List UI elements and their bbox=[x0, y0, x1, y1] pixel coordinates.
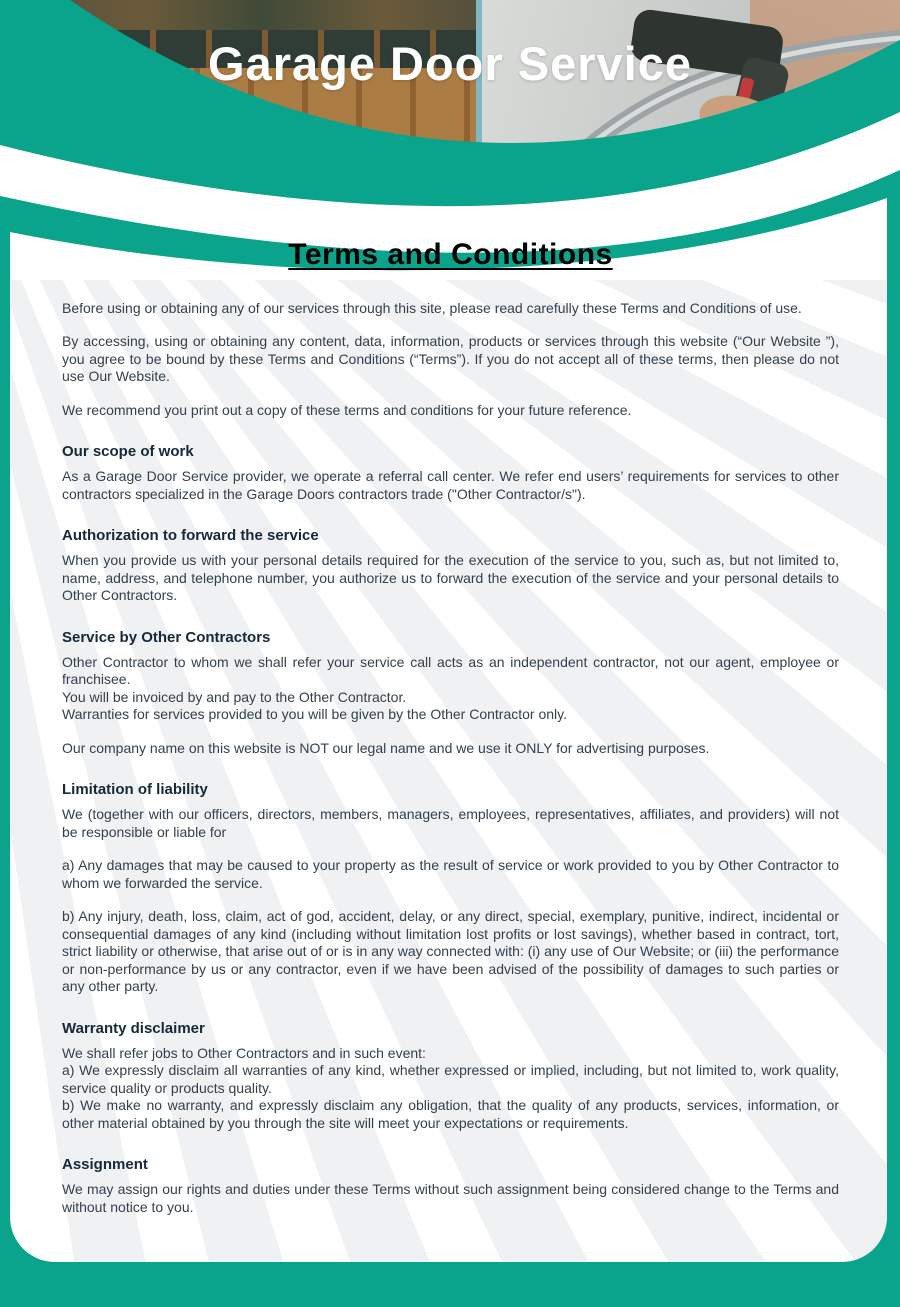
site-title: Garage Door Service bbox=[208, 37, 692, 90]
section-warranty-disclaimer bbox=[62, 1020, 839, 1133]
paragraph: We (together with our officers, directors, members, managers, employees, representatives, affiliates, and providers) will not be responsible or liable for bbox=[62, 806, 839, 840]
section-title: Our scope of work bbox=[62, 443, 194, 460]
section-authorization bbox=[62, 527, 839, 605]
paragraph: Before using or obtaining any of our services through this site, please read carefully these Terms and Conditions of use. bbox=[62, 299, 802, 316]
section-scope bbox=[62, 443, 839, 503]
paragraph: We recommend you print out a copy of these terms and conditions for your future reference. bbox=[62, 401, 632, 418]
section-title: Authorization to forward the service bbox=[62, 527, 319, 544]
paragraph: By accessing, using or obtaining any content, data, information, products or services through this website (“Our Website ”), you agree to be bound by these Terms and Conditions (“Terms”). If you do not accept all of these terms, then please do not use Our Website. bbox=[62, 333, 839, 384]
section-assignment bbox=[62, 1156, 839, 1216]
paragraph: You will be invoiced by and pay to the Other Contractor. bbox=[62, 688, 407, 705]
paragraph: Our company name on this website is NOT our legal name and we use it ONLY for advertising purposes. bbox=[62, 739, 710, 756]
paragraph: b) Any injury, death, loss, claim, act of god, accident, delay, or any direct, special, exemplary, punitive, indirect, incidental or consequential damages of any kind (including without limitation lost profits or lost savings), whether based in contract, tort, strict liability or otherwise, that arise out of or is in any way connected with: (i) any use of Our Website; or (iii) the performance or non-performance by us or any contractor, even if we have been advised of the possibility of damages to such parties or any other party. bbox=[62, 908, 839, 994]
paragraph: a) Any damages that may be caused to your property as the result of service or work provided to you by Other Contractor to whom we forwarded the service. bbox=[62, 857, 839, 891]
paragraph: We shall refer jobs to Other Contractors and in such event: bbox=[62, 1044, 426, 1061]
section-limitation-of-liability bbox=[62, 781, 839, 996]
section-title: Limitation of liability bbox=[62, 781, 208, 798]
section-title: Service by Other Contractors bbox=[62, 628, 271, 646]
paragraph: Other Contractor to whom we shall refer your service call acts as an independent contractor, not our agent, employee or franchisee. bbox=[62, 653, 839, 687]
terms-content bbox=[10, 0, 887, 1216]
terms-heading: Terms and Conditions bbox=[288, 238, 613, 271]
section-title: Warranty disclaimer bbox=[62, 1019, 205, 1037]
intro-block bbox=[62, 300, 839, 420]
paragraph: When you provide us with your personal details required for the execution of the service to you, such as, but not limited to, name, address, and telephone number, you authorize us to forward the execution of the service and your personal details to Other Contractors. bbox=[62, 552, 839, 603]
section-title: Assignment bbox=[62, 1156, 148, 1173]
paragraph: As a Garage Door Service provider, we operate a referral call center. We refer end users’ requirements for services to other contractors specialized in the Garage Doors contractors trade ("Other Contractor/s"). bbox=[62, 468, 839, 502]
paragraph: We may assign our rights and duties under these Terms without such assignment being considered change to the Terms and without notice to you. bbox=[62, 1181, 839, 1215]
section-service-by-contractors bbox=[62, 629, 839, 758]
paragraph: a) We expressly disclaim all warranties of any kind, whether expressed or implied, including, but not limited to, work quality, service quality or products quality. bbox=[62, 1062, 839, 1096]
paragraph: Warranties for services provided to you will be given by the Other Contractor only. bbox=[62, 706, 567, 722]
paragraph: b) We make no warranty, and expressly disclaim any obligation, that the quality of any products, services, information, or other material obtained by you through the site will meet your expectations or requirements. bbox=[62, 1097, 839, 1131]
